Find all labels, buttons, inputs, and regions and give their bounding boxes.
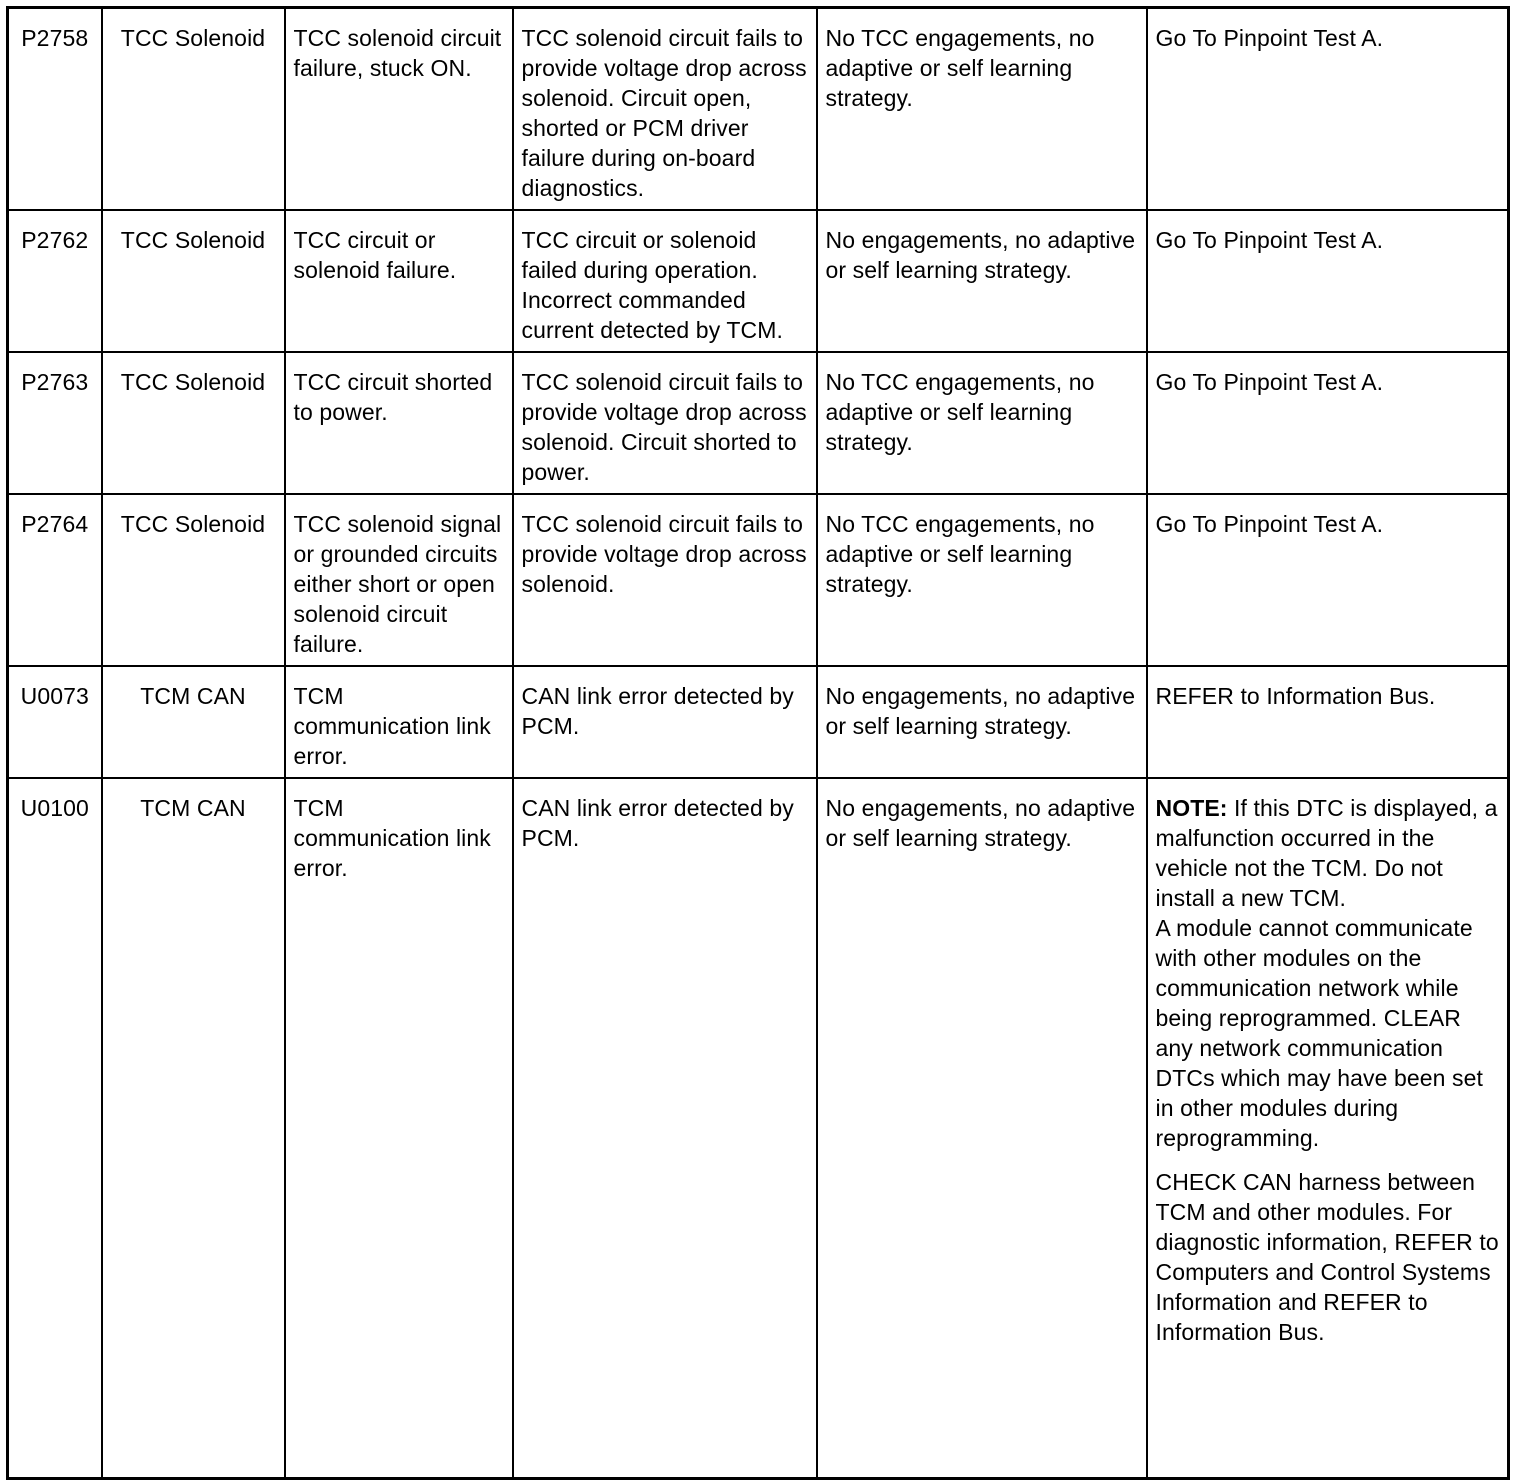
dtc-condition: CAN link error detected by PCM.	[513, 666, 817, 778]
dtc-description: TCC solenoid signal or grounded circuits either short or open solenoid circuit failure.	[285, 494, 513, 666]
dtc-symptom: No engagements, no adaptive or self learning strategy.	[817, 666, 1147, 778]
dtc-condition: CAN link error detected by PCM.	[513, 778, 817, 1478]
dtc-description: TCC circuit or solenoid failure.	[285, 210, 513, 352]
dtc-module: TCC Solenoid	[102, 352, 285, 494]
dtc-condition: TCC solenoid circuit fails to provide voltage drop across solenoid. Circuit shorted to power.	[513, 352, 817, 494]
note-label: NOTE:	[1155, 795, 1228, 821]
dtc-action: Go To Pinpoint Test A.	[1147, 494, 1509, 666]
dtc-description: TCM communication link error.	[285, 666, 513, 778]
dtc-action: REFER to Information Bus.	[1147, 666, 1509, 778]
dtc-code: P2763	[8, 352, 102, 494]
dtc-code: U0073	[8, 666, 102, 778]
dtc-code: P2762	[8, 210, 102, 352]
dtc-symptom: No engagements, no adaptive or self learning strategy.	[817, 210, 1147, 352]
dtc-description: TCM communication link error.	[285, 778, 513, 1478]
action-note	[1156, 793, 1502, 1153]
dtc-module: TCM CAN	[102, 778, 285, 1478]
dtc-module: TCC Solenoid	[102, 210, 285, 352]
dtc-action: Go To Pinpoint Test A.	[1147, 352, 1509, 494]
dtc-description: TCC circuit shorted to power.	[285, 352, 513, 494]
table-row	[8, 8, 1509, 211]
dtc-module: TCC Solenoid	[102, 494, 285, 666]
table-row	[8, 210, 1509, 352]
dtc-code: P2758	[8, 8, 102, 211]
dtc-action: Go To Pinpoint Test A.	[1147, 8, 1509, 211]
dtc-condition: TCC solenoid circuit fails to provide voltage drop across solenoid.	[513, 494, 817, 666]
dtc-code: U0100	[8, 778, 102, 1478]
dtc-action: Go To Pinpoint Test A.	[1147, 210, 1509, 352]
dtc-code: P2764	[8, 494, 102, 666]
dtc-module: TCC Solenoid	[102, 8, 285, 211]
dtc-condition: TCC circuit or solenoid failed during operation. Incorrect commanded current detected by TCM.	[513, 210, 817, 352]
table-row	[8, 352, 1509, 494]
table-row	[8, 494, 1509, 666]
dtc-symptom: No TCC engagements, no adaptive or self learning strategy.	[817, 8, 1147, 211]
dtc-symptom: No TCC engagements, no adaptive or self learning strategy.	[817, 494, 1147, 666]
table-row	[8, 666, 1509, 778]
dtc-module: TCM CAN	[102, 666, 285, 778]
dtc-symptom: No engagements, no adaptive or self learning strategy.	[817, 778, 1147, 1478]
dtc-condition: TCC solenoid circuit fails to provide voltage drop across solenoid. Circuit open, shorted or PCM driver failure during on-board diagnostics.	[513, 8, 817, 211]
table-row	[8, 778, 1509, 1478]
dtc-description: TCC solenoid circuit failure, stuck ON.	[285, 8, 513, 211]
action-detail: A module cannot communicate with other modules on the communication network while being reprogrammed. CLEAR any network communication DTCs which may have been set in other modules during reprogramming.	[1155, 915, 1483, 1151]
dtc-table	[6, 6, 1510, 1480]
action-check: CHECK CAN harness between TCM and other modules. For diagnostic information, REFER to Computers and Control Systems Information and REFER to Information Bus.	[1155, 1169, 1499, 1345]
dtc-symptom: No TCC engagements, no adaptive or self learning strategy.	[817, 352, 1147, 494]
note-text: If this DTC is displayed, a malfunction occurred in the vehicle not the TCM. Do not install a new TCM.	[1155, 795, 1498, 911]
dtc-action	[1147, 778, 1509, 1478]
